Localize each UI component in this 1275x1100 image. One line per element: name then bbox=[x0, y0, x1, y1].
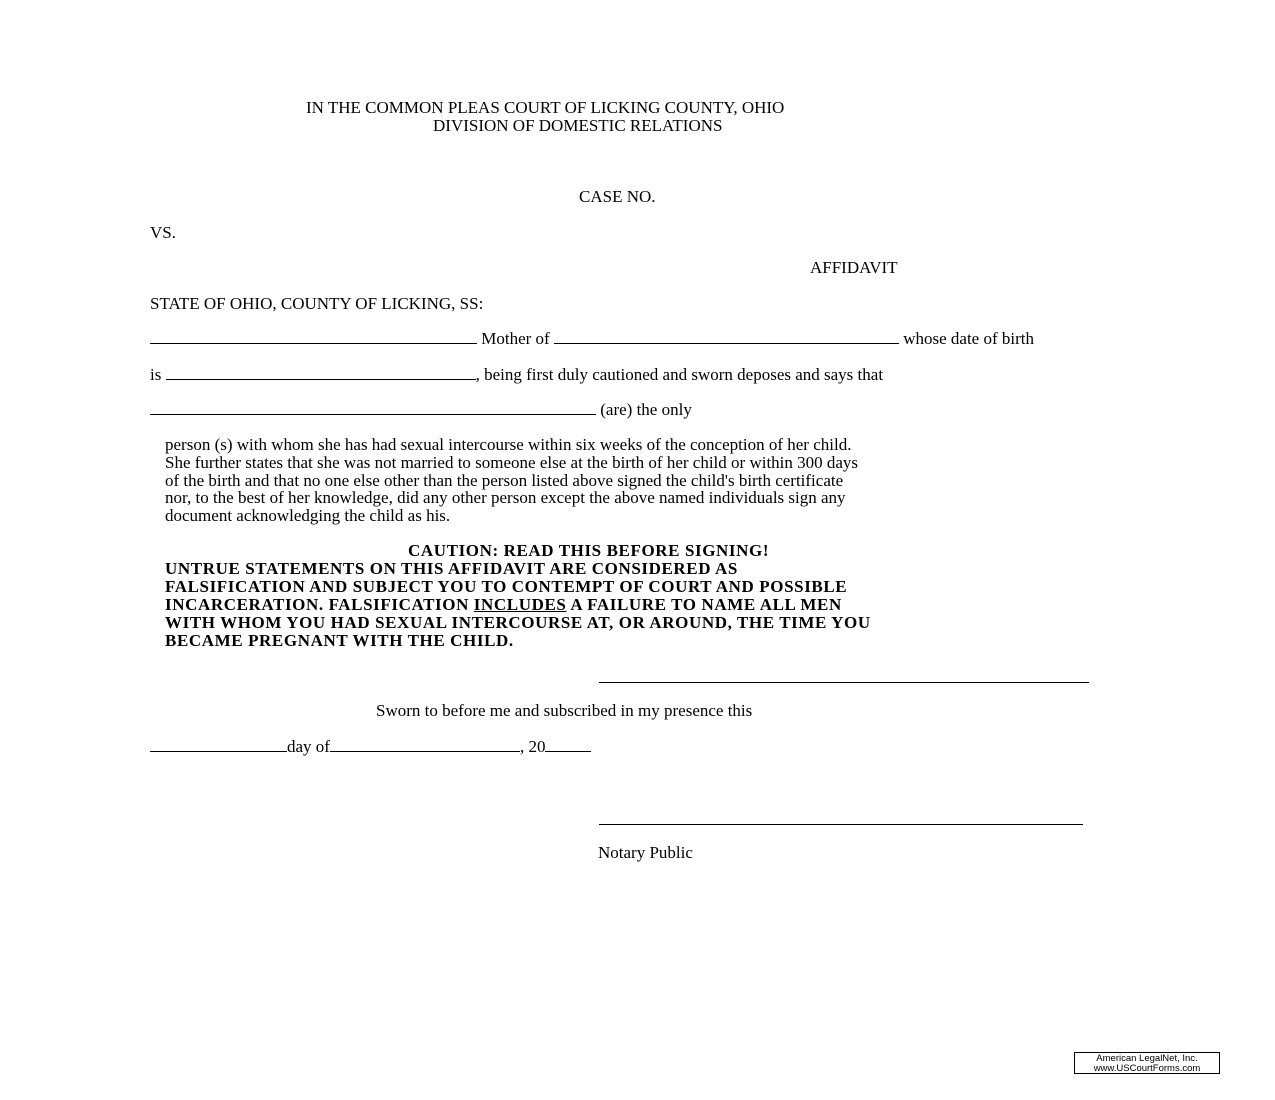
statement-line: nor, to the best of her knowledge, did any other person except the above named individuals sign any bbox=[165, 488, 846, 508]
caution-line: FALSIFICATION AND SUBJECT YOU TO CONTEMPT OF COURT AND POSSIBLE bbox=[165, 577, 848, 596]
statement-line: document acknowledging the child as his. bbox=[165, 506, 451, 526]
day-of-label: day of bbox=[287, 737, 330, 756]
notary-signature-line[interactable] bbox=[599, 824, 1083, 825]
publisher-stamp bbox=[1074, 1052, 1220, 1074]
dob-line bbox=[150, 366, 883, 384]
caution-line: UNTRUE STATEMENTS ON THIS AFFIDAVIT ARE CONSIDERED AS bbox=[165, 559, 738, 578]
date-of-birth-label: whose date of birth bbox=[903, 329, 1034, 348]
sworn-statement: Sworn to before me and subscribed in my presence this bbox=[376, 701, 753, 720]
statement-line: She further states that she was not married to someone else at the birth of her child or within 300 days bbox=[165, 452, 859, 472]
case-number-label: CASE NO. bbox=[579, 187, 656, 206]
child-name-blank[interactable] bbox=[554, 330, 899, 344]
father-name-blank[interactable] bbox=[150, 401, 596, 415]
are-only-label: (are) the only bbox=[600, 400, 692, 419]
jurat-date-line bbox=[150, 738, 591, 756]
division-heading: DIVISION OF DOMESTIC RELATIONS bbox=[433, 116, 723, 135]
father-line bbox=[150, 401, 692, 419]
publisher-name: American LegalNet, Inc. bbox=[1096, 1053, 1198, 1064]
year-blank[interactable] bbox=[545, 738, 591, 752]
notary-public-label: Notary Public bbox=[598, 843, 693, 862]
caution-text: A FAILURE TO NAME ALL MEN bbox=[566, 595, 842, 614]
caution-line bbox=[165, 596, 842, 614]
year-prefix: , 20 bbox=[519, 737, 546, 756]
month-blank[interactable] bbox=[330, 738, 520, 752]
caution-line: WITH WHOM YOU HAD SEXUAL INTERCOURSE AT, OR AROUND, THE TIME YOU bbox=[165, 613, 871, 632]
caution-text: INCARCERATION. FALSIFICATION bbox=[165, 595, 474, 614]
versus-label: VS. bbox=[150, 223, 176, 242]
deposes-text: , being first duly cautioned and sworn deposes and says that bbox=[475, 365, 884, 384]
day-blank[interactable] bbox=[150, 738, 287, 752]
document-title: AFFIDAVIT bbox=[810, 258, 898, 277]
is-label: is bbox=[150, 365, 162, 384]
mother-line bbox=[150, 330, 1034, 348]
mother-name-blank[interactable] bbox=[150, 330, 477, 344]
statement-line: of the birth and that no one else other than the person listed above signed the child's birth certificate bbox=[165, 470, 844, 490]
venue-line: STATE OF OHIO, COUNTY OF LICKING, SS: bbox=[150, 294, 484, 313]
caution-line: BECAME PREGNANT WITH THE CHILD. bbox=[165, 631, 514, 650]
includes-emphasis: INCLUDES bbox=[473, 595, 567, 614]
affidavit-statement bbox=[165, 436, 1115, 525]
mother-of-label: Mother of bbox=[481, 329, 550, 348]
statement-line: person (s) with whom she has had sexual intercourse within six weeks of the conception of her child. bbox=[165, 435, 852, 454]
court-heading: IN THE COMMON PLEAS COURT OF LICKING COUNTY, OHIO bbox=[306, 98, 785, 117]
publisher-url: www.USCourtForms.com bbox=[1093, 1063, 1201, 1074]
caution-heading: CAUTION: READ THIS BEFORE SIGNING! bbox=[408, 541, 770, 560]
affiant-signature-line[interactable] bbox=[599, 682, 1089, 683]
date-of-birth-blank[interactable] bbox=[166, 366, 476, 380]
